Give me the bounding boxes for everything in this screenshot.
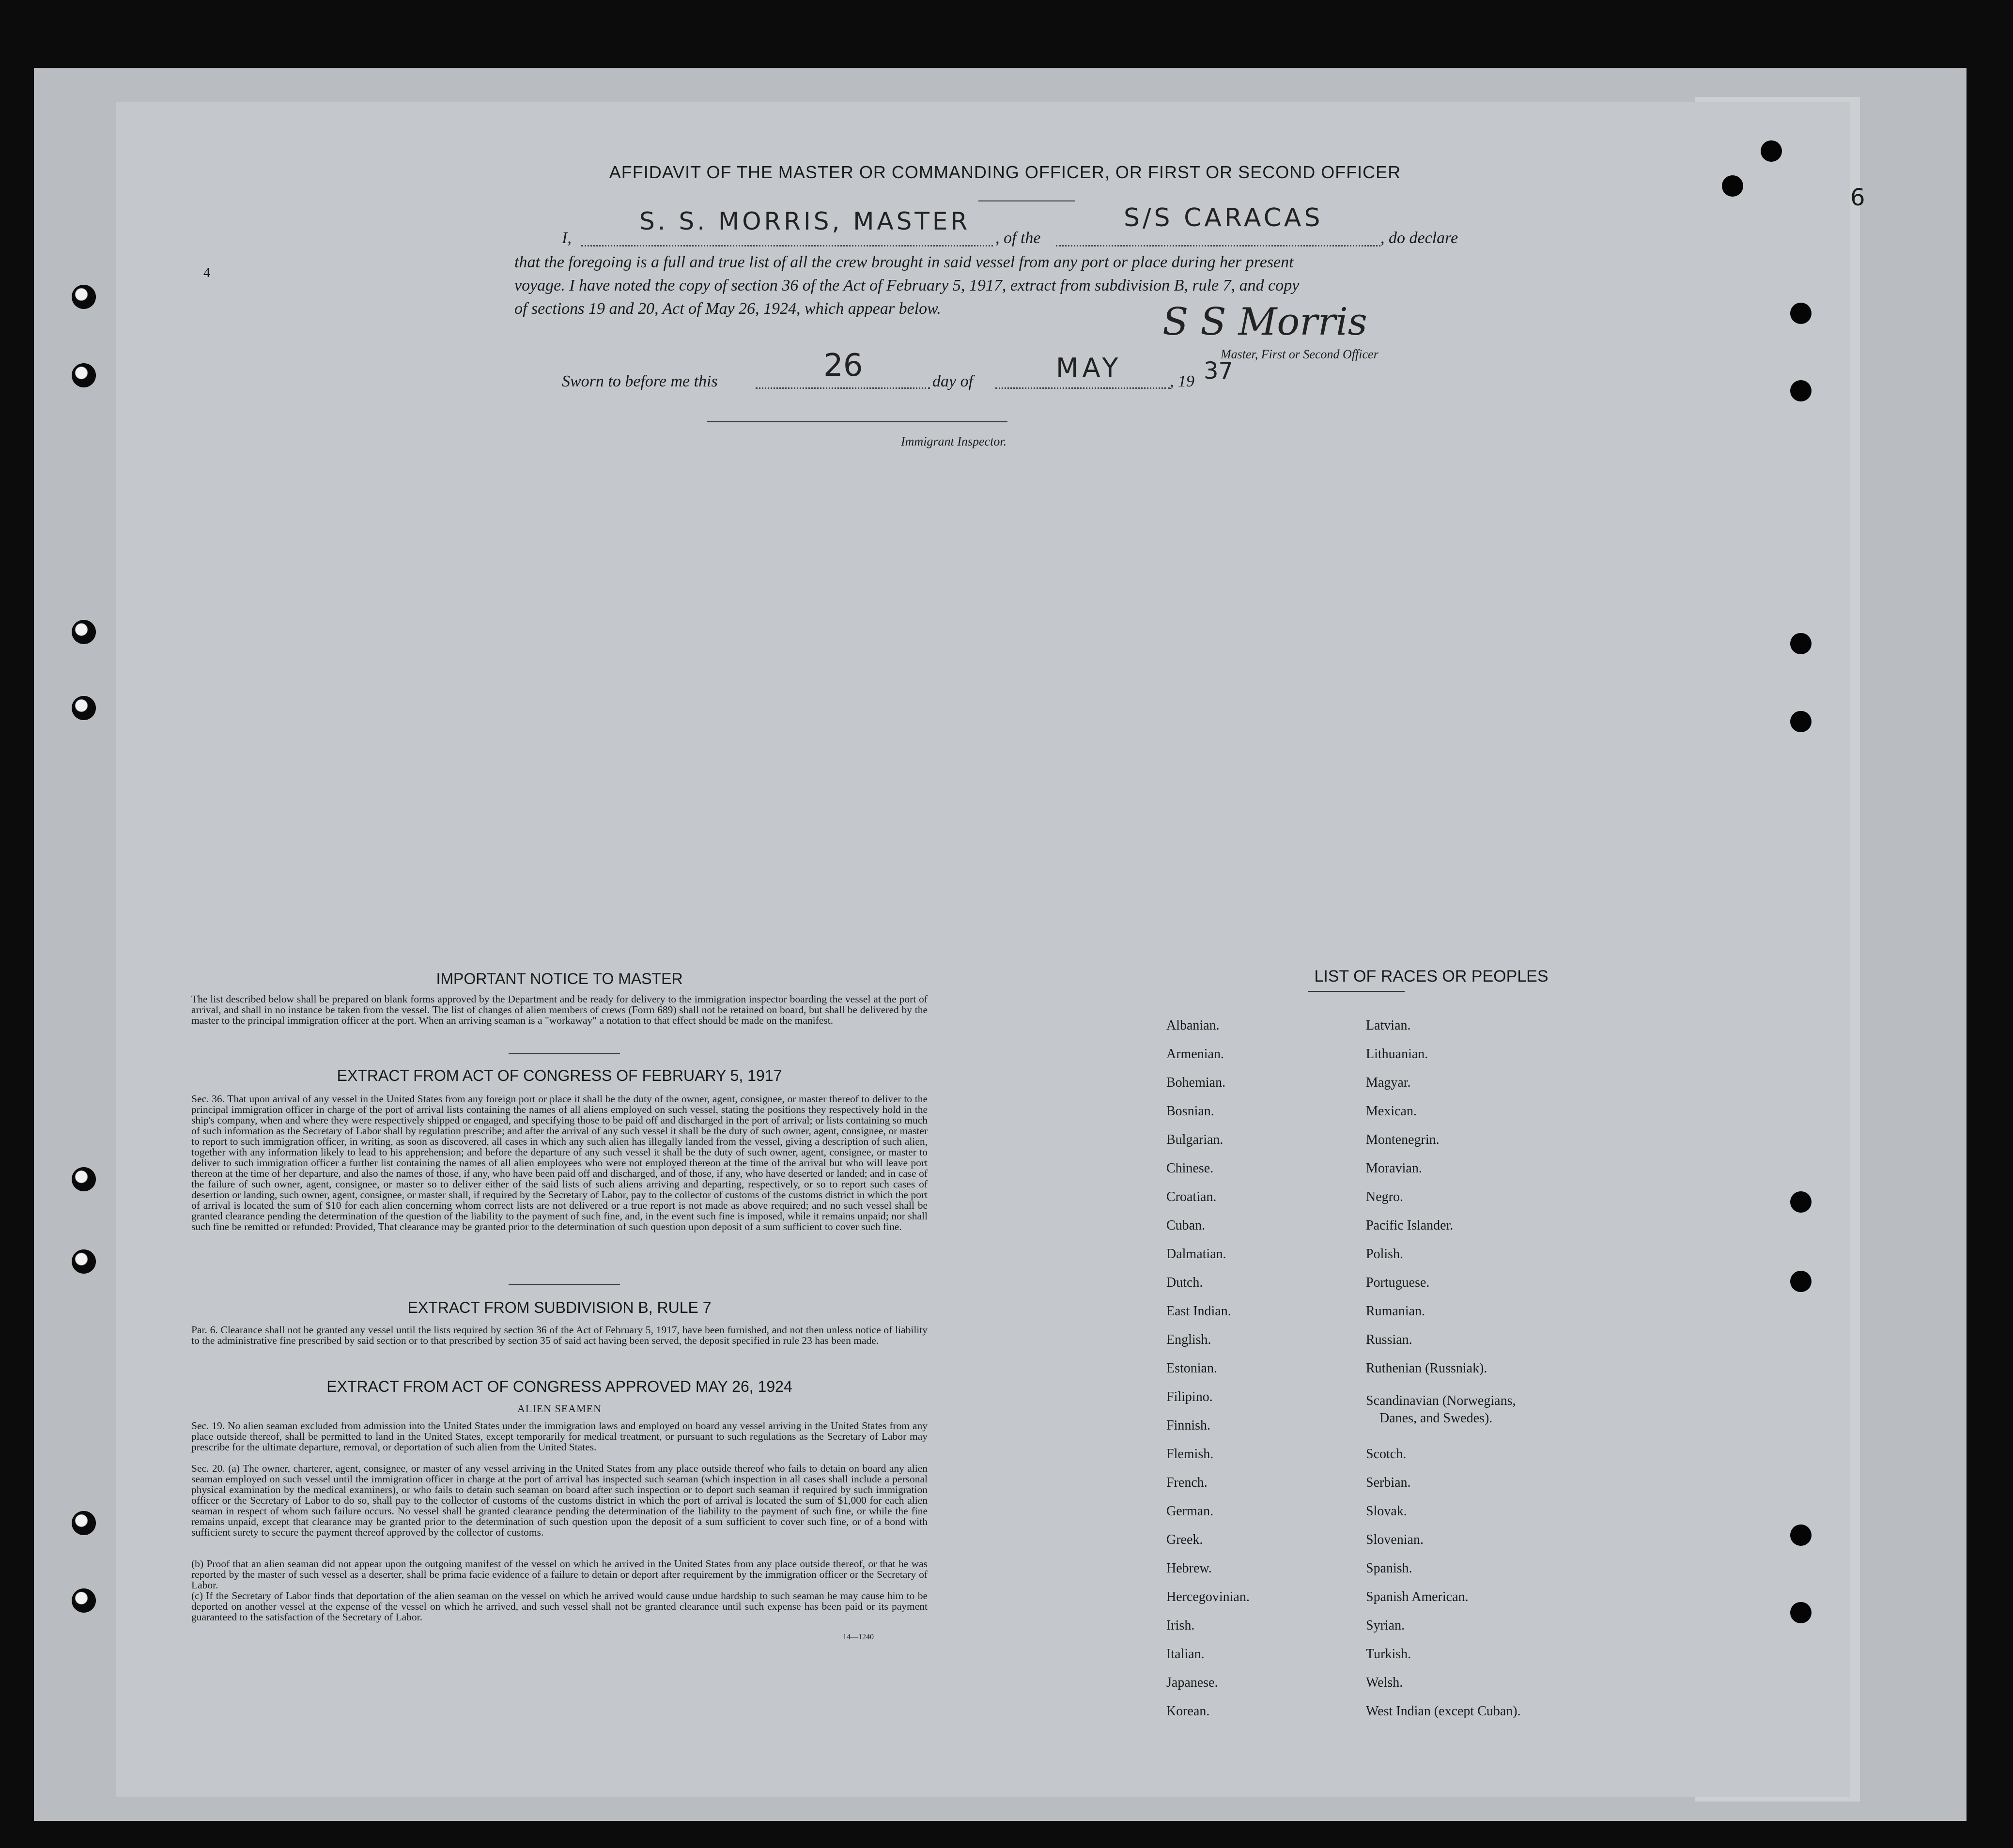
race-item: Lithuanian. [1366, 1047, 1428, 1062]
extract-1924-title: EXTRACT FROM ACT OF CONGRESS APPROVED MAY 26, 1924 [326, 1378, 792, 1395]
binder-hole [1790, 380, 1812, 401]
race-item: English. [1166, 1332, 1211, 1347]
extract-1924-sec20b: (b) Proof that an alien seaman did not appear upon the outgoing manifest of the vessel on which he arrived in the United States from any place outside thereof, or that he was reported by the master of such vessel as a deserter, shall be prima facie evidence of a failure to detain or deport after requirement by the immigration officer or the Secretary of Labor. [191, 1558, 928, 1591]
extract-1924-subtitle: ALIEN SEAMEN [517, 1402, 602, 1415]
race-item: Bohemian. [1166, 1075, 1226, 1090]
race-item: Mexican. [1366, 1104, 1417, 1119]
race-item: Scotch. [1366, 1447, 1407, 1462]
binder-hole [72, 1167, 96, 1191]
declaration-line-2: that the foregoing is a full and true list of all the crew brought in said vessel from any port or place during her present [514, 253, 1294, 271]
notice-body: The list described below shall be prepared on blank forms approved by the Department and be ready for delivery to the immigration inspector boarding the vessel at the port of arrival, and shall in no instance be taken from the vessel. The list of changes of alien members of crews (Form 689) shall not be retained on board, but shall be delivered by the master to the principal immigration officer at the port. When an arriving seaman is a "workaway" a notation to that effect should be made on the manifest. [191, 993, 928, 1026]
form-number: 14—1240 [843, 1633, 874, 1641]
extract-1924-sec20c: (c) If the Secretary of Labor finds that deportation of the alien seaman on the vessel on which he arrived would cause undue hardship to such seaman he may cause him to be deported on another vessel at the expense of the vessel on which he arrived, and such vessel shall not be granted clearance until such expense has been paid or its payment guaranteed to the satisfaction of the Secretary of Labor. [191, 1590, 928, 1623]
race-item: Albanian. [1166, 1018, 1220, 1033]
race-item: Slovenian. [1366, 1532, 1424, 1547]
race-item: Russian. [1366, 1332, 1412, 1347]
notice-title: IMPORTANT NOTICE TO MASTER [436, 970, 683, 987]
race-item: Hebrew. [1166, 1561, 1212, 1576]
race-item: Dutch. [1166, 1275, 1203, 1290]
race-item: Chinese. [1166, 1161, 1214, 1176]
race-item: Finnish. [1166, 1418, 1211, 1433]
race-item: Filipino. [1166, 1389, 1213, 1404]
inspector-caption: Immigrant Inspector. [901, 434, 1007, 448]
race-item: Slovak. [1366, 1504, 1407, 1519]
race-item: Magyar. [1366, 1075, 1411, 1090]
binder-hole [1790, 1191, 1812, 1213]
race-item: Latvian. [1366, 1018, 1411, 1033]
declaration-line-4: of sections 19 and 20, Act of May 26, 1924, which appear below. [514, 300, 941, 318]
binder-hole [1722, 175, 1743, 197]
sworn-day: 26 [823, 348, 863, 384]
extract-1917-title: EXTRACT FROM ACT OF CONGRESS OF FEBRUARY 5, 1917 [337, 1067, 782, 1084]
divider [509, 1053, 620, 1054]
race-item: Irish. [1166, 1618, 1195, 1633]
margin-number: 4 [203, 265, 210, 280]
binder-hole [72, 1249, 96, 1274]
binder-hole [1790, 1271, 1812, 1292]
vessel-name: S/S CARACAS [1124, 203, 1323, 232]
sworn-mid: day of [932, 372, 974, 390]
master-name: S. S. MORRIS, MASTER [639, 207, 971, 235]
races-title: LIST OF RACES OR PEOPLES [1314, 967, 1548, 986]
race-item: East Indian. [1166, 1304, 1231, 1319]
form-page [116, 102, 1850, 1797]
margin-number: 6 [1850, 184, 1865, 211]
sworn-month-line [995, 387, 1170, 389]
races-left-column [1166, 1011, 1250, 1725]
extract-1917-body: Sec. 36. That upon arrival of any vessel in the United States from any foreign port or place it shall be the duty of the owner, agent, consignee, or master thereof to deliver to the principal immigration officer in charge of the port of arrival lists containing the names of all aliens employed on such vessel, stating the positions they respectively hold in the ship's company, when and where they were respectively shipped or engaged, and specifying those to be paid off and discharged in the port of arrival; or lists containing so much of such information as the Secretary of Labor shall by regulation prescribe; and after the arrival of any such vessel it shall be the duty of such owner, agent, consignee, or master to report to such immigration officer, in writing, as soon as discovered, all cases in which any such alien has illegally landed from the vessel, giving a description of such alien, together with any information likely to lead to his apprehension; and before the departure of any such vessel it shall be the duty of such owner, agent, consignee, or master to deliver to such immigration officer a further list containing the names of all alien employees who were not employed thereon at the time of the arrival but who will leave port thereon at the time of her departure, and also the names of those, if any, who have been paid off and discharged, and of those, if any, who have deserted or landed; and in case of the failure of such owner, agent, consignee, or master so to deliver either of the said lists of such aliens arriving and departing, respectively, or so to report such cases of desertion or landing, such owner, agent, consignee, or master shall, if required by the Secretary of Labor, pay to the collector of customs of the customs district in which the port of arrival is located the sum of $10 for each alien concerning whom correct lists are not delivered or a true report is not made as above required; and no such vessel shall be granted clearance pending the determination of the question of the liability to the payment of such fine, and, in the event such fine is imposed, while it remains unpaid; nor shall such fine be remitted or refunded: Provided, That clearance may be granted prior to the determination of such question upon deposit of a sum sufficient to cover such fine. [191, 1093, 928, 1232]
master-name-line [581, 245, 993, 246]
declaration-mid: , of the [995, 229, 1041, 247]
race-item: Bulgarian. [1166, 1132, 1223, 1147]
races-right-column [1366, 1011, 1521, 1725]
extract-rule7-body: Par. 6. Clearance shall not be granted any vessel until the lists required by section 36 of the Act of February 5, 1917, have been furnished, and not then unless notice of liability to the administrative fine prescribed by said section or to that prescribed by section 35 of said act having been served, the deposit specified in rule 23 has been made. [191, 1324, 928, 1346]
sworn-day-line [756, 387, 930, 389]
affidavit-title: AFFIDAVIT OF THE MASTER OR COMMANDING OFFICER, OR FIRST OR SECOND OFFICER [609, 162, 1401, 182]
race-item: Japanese. [1166, 1675, 1218, 1690]
race-item: Bosnian. [1166, 1104, 1214, 1119]
sworn-pre: Sworn to before me this [562, 372, 718, 390]
extract-1924-sec20a: Sec. 20. (a) The owner, charterer, agent, consignee, or master of any vessel arriving in the United States from any place outside thereof who fails to detain on board any alien seaman employed on such vessel until the immigration officer in charge at the port of arrival has inspected such seaman (which inspection in all cases shall include a personal physical examination by the medical examiners), or who fails to detain such seaman on board after such inspection or to deport such seaman if required by such immigration officer or the Secretary of Labor to do so, shall pay to the collector of customs of the customs district in which the port of arrival is located the sum of $1,000 for each alien seaman in respect of whom such failure occurs. No vessel shall be granted clearance pending the determination of the liability to the payment of such fine, or while the fine remains unpaid, except that clearance may be granted prior to the determination of such question upon the deposit of a sum sufficient to cover such fine, or of a bond with sufficient surety to secure the payment thereof approved by the collector of customs. [191, 1463, 928, 1538]
declaration-pre: I, [562, 229, 572, 247]
divider [509, 1284, 620, 1285]
sworn-year-prefix: , 19 [1170, 372, 1194, 390]
extract-rule7-title: EXTRACT FROM SUBDIVISION B, RULE 7 [407, 1299, 712, 1316]
race-item: French. [1166, 1475, 1208, 1490]
divider [978, 200, 1075, 201]
race-item: Turkish. [1366, 1647, 1411, 1662]
race-item: Scandinavian (Norwegians, [1366, 1393, 1516, 1408]
race-item: Spanish American. [1366, 1589, 1469, 1604]
race-item: Spanish. [1366, 1561, 1412, 1576]
declaration-line-3: voyage. I have noted the copy of section 36 of the Act of February 5, 1917, extract from subdivision B, rule 7, and copy [514, 277, 1300, 294]
race-item: Ruthenian (Russniak). [1366, 1361, 1487, 1376]
race-item: Greek. [1166, 1532, 1203, 1547]
race-item: Cuban. [1166, 1218, 1206, 1233]
sworn-month: MAY [1056, 353, 1122, 383]
race-item: Syrian. [1366, 1618, 1405, 1633]
signature-caption: Master, First or Second Officer [1221, 347, 1378, 361]
race-item: Polish. [1366, 1247, 1404, 1262]
race-item: Dalmatian. [1166, 1247, 1226, 1262]
declaration-post: , do declare [1380, 229, 1458, 247]
binder-hole [1790, 1602, 1812, 1623]
race-item-scandinavian [1366, 1383, 1521, 1440]
binder-hole [72, 1511, 96, 1535]
binder-hole [72, 1588, 96, 1613]
vessel-line [1056, 245, 1380, 246]
race-item: Welsh. [1366, 1675, 1403, 1690]
race-item: West Indian (except Cuban). [1366, 1704, 1521, 1719]
race-item: Armenian. [1166, 1047, 1224, 1062]
binder-hole [72, 696, 96, 720]
binder-hole [72, 285, 96, 309]
race-item: Italian. [1166, 1647, 1205, 1662]
inspector-signature-line [707, 421, 1007, 422]
binder-hole [1790, 633, 1812, 654]
race-item: Rumanian. [1366, 1304, 1425, 1319]
race-item: Croatian. [1166, 1189, 1217, 1204]
extract-1924-sec19: Sec. 19. No alien seaman excluded from admission into the United States under the immigration laws and employed on board any vessel arriving in the United States from any place outside thereof, shall be permitted to land in the United States, except temporarily for medical treatment, or pursuant to such regulations as the Secretary of Labor may prescribe for the ultimate departure, removal, or deportation of such alien from the United States. [191, 1420, 928, 1453]
race-item: German. [1166, 1504, 1214, 1519]
binder-hole [1790, 1525, 1812, 1546]
race-item: Montenegrin. [1366, 1132, 1440, 1147]
race-item: Portuguese. [1366, 1275, 1430, 1290]
race-item: Pacific Islander. [1366, 1218, 1454, 1233]
binder-hole [72, 620, 96, 644]
binder-hole [1790, 303, 1812, 324]
sworn-year: 37 [1204, 357, 1234, 385]
race-item: Negro. [1366, 1189, 1403, 1204]
race-item: Serbian. [1366, 1475, 1411, 1490]
binder-hole [72, 363, 96, 387]
race-item: Estonian. [1166, 1361, 1217, 1376]
binder-hole [1790, 711, 1812, 732]
race-item: Flemish. [1166, 1447, 1214, 1462]
race-item: Hercegovinian. [1166, 1589, 1250, 1604]
master-signature: S S Morris [1162, 300, 1367, 344]
race-item-continuation: Danes, and Swedes). [1379, 1411, 1493, 1426]
binder-hole [1761, 140, 1782, 162]
divider [1308, 991, 1405, 992]
race-item: Korean. [1166, 1704, 1210, 1719]
race-item: Moravian. [1366, 1161, 1422, 1176]
